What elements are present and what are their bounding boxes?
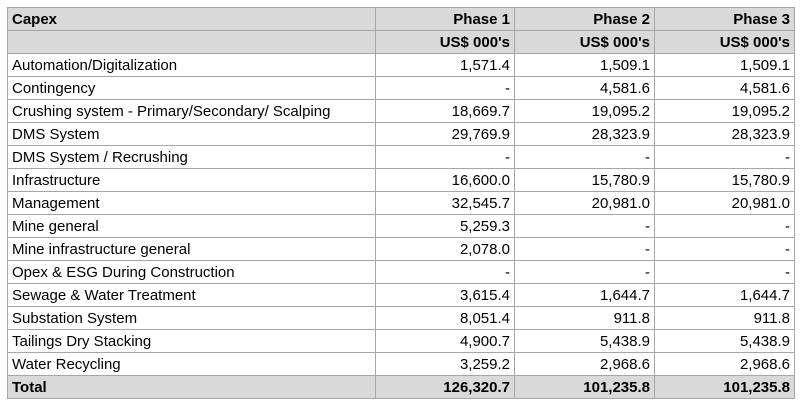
cell-phase-3: -: [655, 215, 795, 238]
table-row: [8, 146, 795, 169]
cell-phase-2: -: [515, 261, 655, 284]
cell-phase-1: 32,545.7: [376, 192, 515, 215]
row-label: Crushing system - Primary/Secondary/ Scalping: [8, 100, 376, 123]
cell-phase-1: 3,259.2: [376, 353, 515, 376]
cell-phase-2: -: [515, 146, 655, 169]
row-label: DMS System: [8, 123, 376, 146]
cell-phase-3: 911.8: [655, 307, 795, 330]
table-row: [8, 330, 795, 353]
header-capex: Capex: [8, 8, 376, 31]
cell-phase-2: 2,968.6: [515, 353, 655, 376]
cell-phase-3: 20,981.0: [655, 192, 795, 215]
capex-table: [7, 7, 795, 399]
units-phase-3: US$ 000's: [655, 31, 795, 54]
cell-phase-2: 28,323.9: [515, 123, 655, 146]
header-row: [8, 8, 795, 31]
cell-phase-2: 911.8: [515, 307, 655, 330]
row-label: Mine infrastructure general: [8, 238, 376, 261]
cell-phase-3: 2,968.6: [655, 353, 795, 376]
cell-phase-3: 1,644.7: [655, 284, 795, 307]
row-label: Management: [8, 192, 376, 215]
cell-phase-1: 5,259.3: [376, 215, 515, 238]
header-phase-3: Phase 3: [655, 8, 795, 31]
table-row: [8, 192, 795, 215]
cell-phase-2: 20,981.0: [515, 192, 655, 215]
row-label: DMS System / Recrushing: [8, 146, 376, 169]
cell-phase-3: 28,323.9: [655, 123, 795, 146]
cell-phase-1: 2,078.0: [376, 238, 515, 261]
units-blank: [8, 31, 376, 54]
row-label: Contingency: [8, 77, 376, 100]
table-row: [8, 307, 795, 330]
cell-phase-2: 15,780.9: [515, 169, 655, 192]
total-phase-3: 101,235.8: [655, 376, 795, 399]
table-row: [8, 169, 795, 192]
cell-phase-2: 5,438.9: [515, 330, 655, 353]
table-row: [8, 54, 795, 77]
row-label: Opex & ESG During Construction: [8, 261, 376, 284]
cell-phase-1: 16,600.0: [376, 169, 515, 192]
total-label: Total: [8, 376, 376, 399]
cell-phase-1: 29,769.9: [376, 123, 515, 146]
row-label: Tailings Dry Stacking: [8, 330, 376, 353]
table-row: [8, 123, 795, 146]
units-phase-2: US$ 000's: [515, 31, 655, 54]
units-row: [8, 31, 795, 54]
cell-phase-2: 1,644.7: [515, 284, 655, 307]
table-row: [8, 353, 795, 376]
cell-phase-2: 4,581.6: [515, 77, 655, 100]
cell-phase-3: 1,509.1: [655, 54, 795, 77]
cell-phase-3: -: [655, 146, 795, 169]
cell-phase-2: 1,509.1: [515, 54, 655, 77]
table-row: [8, 284, 795, 307]
header-phase-2: Phase 2: [515, 8, 655, 31]
total-phase-1: 126,320.7: [376, 376, 515, 399]
row-label: Sewage & Water Treatment: [8, 284, 376, 307]
capex-table-container: [7, 7, 794, 399]
cell-phase-2: -: [515, 238, 655, 261]
row-label: Substation System: [8, 307, 376, 330]
cell-phase-1: -: [376, 146, 515, 169]
row-label: Mine general: [8, 215, 376, 238]
table-row: [8, 215, 795, 238]
cell-phase-1: 18,669.7: [376, 100, 515, 123]
row-label: Automation/Digitalization: [8, 54, 376, 77]
table-row: [8, 261, 795, 284]
header-phase-1: Phase 1: [376, 8, 515, 31]
cell-phase-1: 1,571.4: [376, 54, 515, 77]
cell-phase-3: -: [655, 238, 795, 261]
cell-phase-3: 4,581.6: [655, 77, 795, 100]
table-row: [8, 100, 795, 123]
cell-phase-3: -: [655, 261, 795, 284]
cell-phase-1: -: [376, 77, 515, 100]
cell-phase-1: -: [376, 261, 515, 284]
cell-phase-1: 8,051.4: [376, 307, 515, 330]
units-phase-1: US$ 000's: [376, 31, 515, 54]
row-label: Water Recycling: [8, 353, 376, 376]
cell-phase-3: 5,438.9: [655, 330, 795, 353]
table-row: [8, 77, 795, 100]
cell-phase-2: -: [515, 215, 655, 238]
cell-phase-1: 4,900.7: [376, 330, 515, 353]
total-row: [8, 376, 795, 399]
total-phase-2: 101,235.8: [515, 376, 655, 399]
cell-phase-2: 19,095.2: [515, 100, 655, 123]
row-label: Infrastructure: [8, 169, 376, 192]
cell-phase-3: 19,095.2: [655, 100, 795, 123]
cell-phase-3: 15,780.9: [655, 169, 795, 192]
cell-phase-1: 3,615.4: [376, 284, 515, 307]
table-row: [8, 238, 795, 261]
